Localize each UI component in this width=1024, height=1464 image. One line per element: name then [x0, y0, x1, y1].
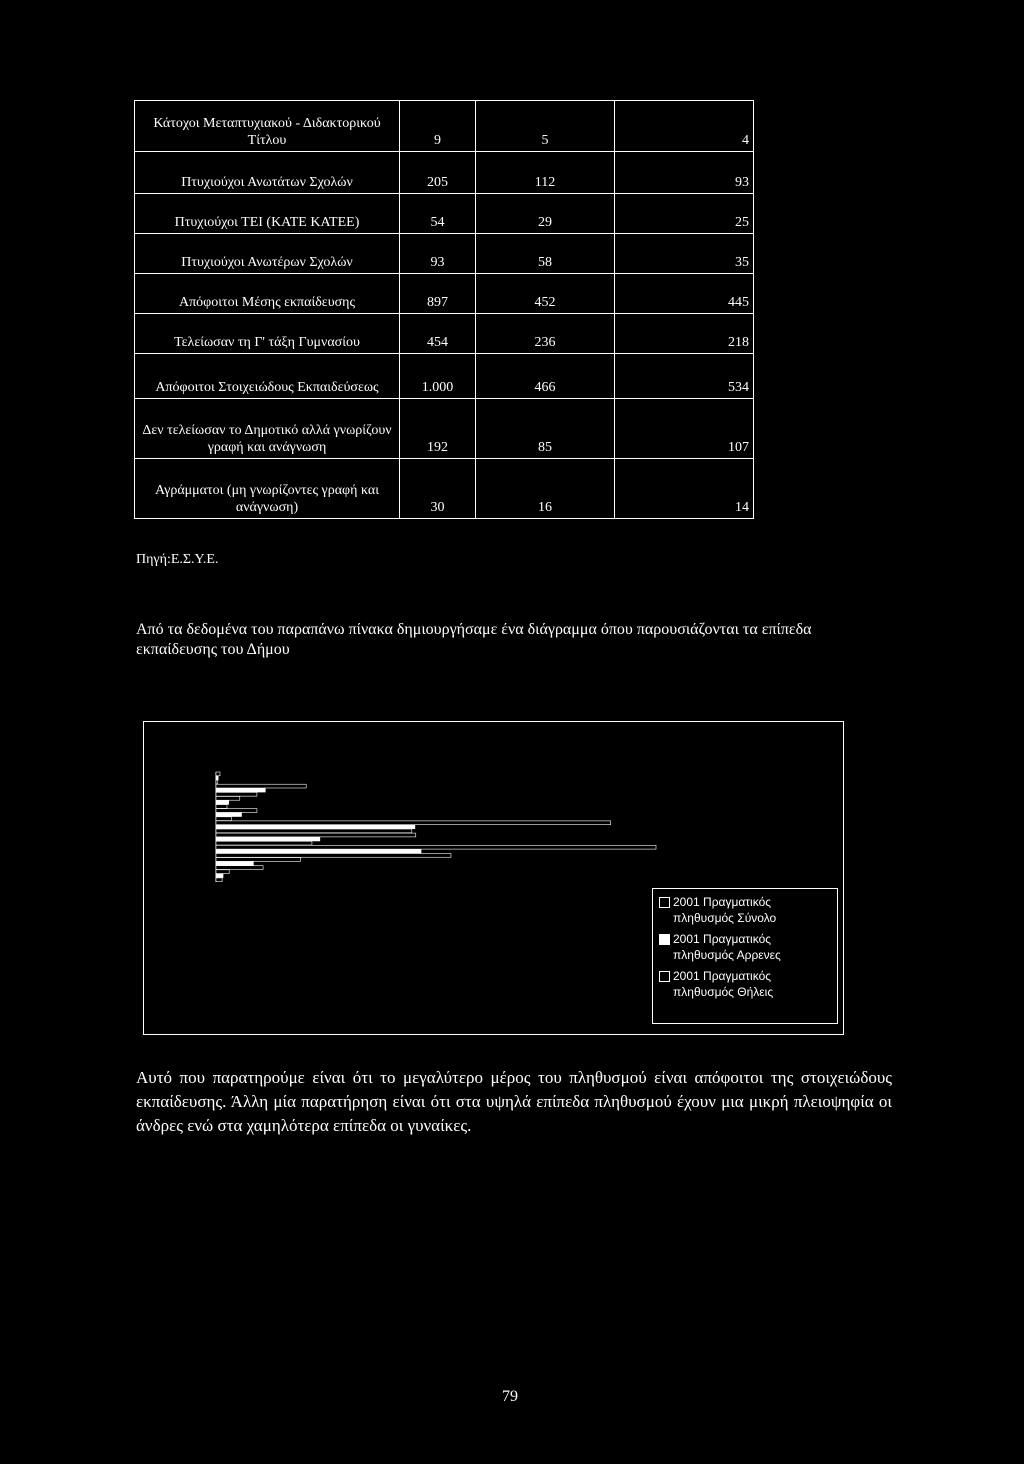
cell-male: 58 — [476, 234, 615, 274]
legend-item-total — [653, 894, 833, 926]
education-table-body — [135, 101, 754, 519]
row-label: Τελείωσαν τη Γ' τάξη Γυμνασίου — [135, 314, 400, 354]
bar-series-1-cat-8 — [216, 874, 223, 878]
row-label: Απόφοιτοι Στοιχειώδους Εκπαιδεύσεως — [135, 354, 400, 399]
bar-series-0-cat-5 — [216, 833, 416, 837]
bar-series-0-cat-6 — [216, 845, 656, 849]
intro-paragraph: Από τα δεδομένα του παραπάνω πίνακα δημιουργήσαμε ένα διάγραμμα όπου παρουσιάζονται τα επίπεδα εκπαίδευσης του Δήμου — [136, 621, 812, 658]
cell-female: 534 — [615, 354, 754, 399]
bar-series-0-cat-0 — [216, 772, 220, 776]
table-row — [135, 354, 754, 399]
cell-female: 218 — [615, 314, 754, 354]
cell-male: 112 — [476, 152, 615, 194]
cell-total: 205 — [400, 152, 476, 194]
cell-total: 93 — [400, 234, 476, 274]
legend-label-female: 2001 Πραγματικός πληθυσμός Θήλεις — [673, 969, 774, 999]
cell-female: 445 — [615, 274, 754, 314]
cell-female: 35 — [615, 234, 754, 274]
cell-male: 466 — [476, 354, 615, 399]
cell-female: 93 — [615, 152, 754, 194]
chart-legend — [652, 888, 838, 1024]
page-number: 79 — [502, 1388, 518, 1405]
table-row — [135, 152, 754, 194]
table-row — [135, 194, 754, 234]
bar-series-2-cat-7 — [216, 866, 263, 870]
bar-series-0-cat-7 — [216, 858, 300, 862]
row-label: Αγράμματοι (μη γνωρίζοντες γραφή και ανάγνωση) — [135, 459, 400, 519]
bar-series-1-cat-5 — [216, 837, 320, 841]
cell-male: 29 — [476, 194, 615, 234]
bar-series-0-cat-1 — [216, 784, 306, 788]
cell-female: 14 — [615, 459, 754, 519]
cell-male: 85 — [476, 399, 615, 459]
bar-series-2-cat-2 — [216, 805, 227, 809]
row-label: Δεν τελείωσαν το Δημοτικό αλλά γνωρίζουν γραφή και ανάγνωση — [135, 399, 400, 459]
education-table — [134, 100, 754, 519]
cell-total: 192 — [400, 399, 476, 459]
cell-female: 107 — [615, 399, 754, 459]
bar-series-2-cat-1 — [216, 792, 257, 796]
bar-series-0-cat-3 — [216, 809, 257, 813]
cell-female: 25 — [615, 194, 754, 234]
bar-series-2-cat-3 — [216, 817, 231, 821]
table-row — [135, 314, 754, 354]
legend-swatch-total — [659, 897, 670, 908]
cell-total: 30 — [400, 459, 476, 519]
cell-male: 236 — [476, 314, 615, 354]
row-label: Κάτοχοι Μεταπτυχιακού - Διδακτορικού Τίτλου — [135, 101, 400, 152]
cell-female: 4 — [615, 101, 754, 152]
bar-series-1-cat-6 — [216, 849, 421, 853]
bar-series-2-cat-5 — [216, 841, 312, 845]
legend-item-female — [653, 968, 833, 1000]
legend-item-male — [653, 931, 833, 963]
cell-total: 54 — [400, 194, 476, 234]
row-label: Πτυχιούχοι ΤΕΙ (ΚΑΤΕ ΚΑΤΕΕ) — [135, 194, 400, 234]
table-row — [135, 459, 754, 519]
bar-series-1-cat-2 — [216, 801, 229, 805]
bar-series-1-cat-4 — [216, 825, 415, 829]
cell-male: 5 — [476, 101, 615, 152]
legend-label-total: 2001 Πραγματικός πληθυσμός Σύνολο — [673, 895, 777, 925]
cell-total: 9 — [400, 101, 476, 152]
table-row — [135, 101, 754, 152]
bar-series-1-cat-3 — [216, 813, 242, 817]
bar-series-2-cat-6 — [216, 853, 451, 857]
bar-series-1-cat-7 — [216, 862, 253, 866]
table-row — [135, 234, 754, 274]
bar-series-2-cat-0 — [216, 780, 218, 784]
conclusion-paragraph: Αυτό που παρατηρούμε είναι ότι το μεγαλύτερο μέρος του πληθυσμού είναι απόφοιτοι της στοιχειώδους εκπαίδευσης. Άλλη μία παρατήρηση είναι ότι στα υψηλά επίπεδα πληθυσμού έχουν μια μικρή πλειοψηφία οι άνδρες ενώ στα χαμηλότερα επίπεδα οι γυναίκες. — [136, 1068, 892, 1135]
table-row — [135, 274, 754, 314]
bar-series-0-cat-8 — [216, 870, 229, 874]
table-source: Πηγή:Ε.Σ.Υ.Ε. — [136, 552, 219, 567]
bar-series-1-cat-0 — [216, 776, 218, 780]
bar-series-1-cat-1 — [216, 788, 265, 792]
row-label: Απόφοιτοι Μέσης εκπαίδευσης — [135, 274, 400, 314]
cell-male: 16 — [476, 459, 615, 519]
legend-swatch-male — [659, 934, 670, 945]
bar-series-0-cat-2 — [216, 796, 240, 800]
legend-label-male: 2001 Πραγματικός πληθυσμός Αρρενες — [673, 932, 781, 962]
bar-series-0-cat-4 — [216, 821, 611, 825]
cell-male: 452 — [476, 274, 615, 314]
education-chart — [143, 721, 844, 1035]
row-label: Πτυχιούχοι Ανωτέρων Σχολών — [135, 234, 400, 274]
cell-total: 454 — [400, 314, 476, 354]
bar-series-2-cat-4 — [216, 829, 412, 833]
row-label: Πτυχιούχοι Ανωτάτων Σχολών — [135, 152, 400, 194]
cell-total: 897 — [400, 274, 476, 314]
bar-series-2-cat-8 — [216, 878, 222, 882]
cell-total: 1.000 — [400, 354, 476, 399]
table-row — [135, 399, 754, 459]
legend-swatch-female — [659, 971, 670, 982]
